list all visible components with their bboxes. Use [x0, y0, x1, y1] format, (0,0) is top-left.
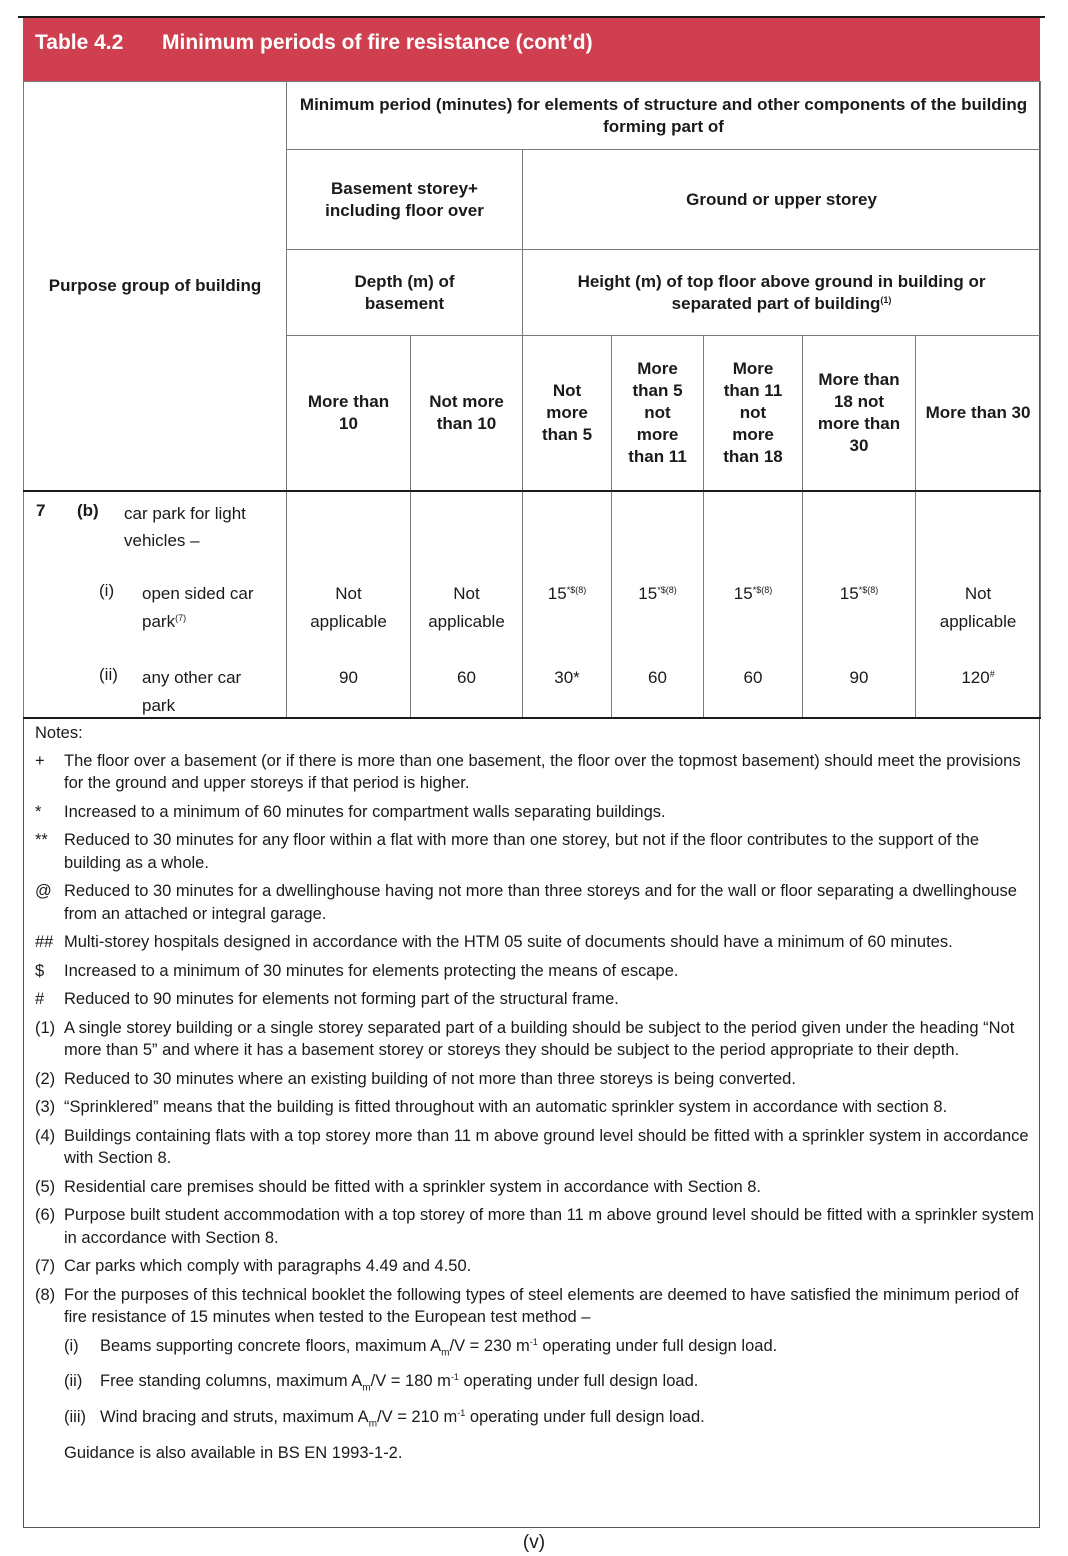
note-marker: (6) [35, 1206, 56, 1224]
note-marker: $ [35, 961, 45, 980]
value-open-sided: $15^{*\$(8)}$ [839, 583, 879, 603]
value-other: 60 [743, 667, 763, 687]
value-other: 120# [961, 667, 995, 687]
note-item [35, 960, 1035, 983]
sub2-marker: (ii) [99, 664, 118, 684]
note-item [35, 829, 1035, 874]
note-text: Reduced to 30 minutes for any floor within a flat with more than one storey, but not if the floor contributes to the support of the building as a whole. [64, 831, 980, 872]
cell-col-5 [704, 491, 803, 718]
cell-col-6 [803, 491, 916, 718]
table-title: Minimum periods of fire resistance (cont’d) [162, 31, 593, 54]
note-marker: (1) [35, 1018, 56, 1037]
row-letter: (b) [77, 500, 99, 520]
fire-resistance-table [23, 81, 1041, 719]
cell-col-2 [411, 491, 523, 718]
note-text: For the purposes of this technical booklet the following types of steel elements are deemed to have satisfied the minimum period of fire resistance of 15 minutes when tested to the European test method – [64, 1285, 1019, 1326]
note-text: Purpose built student accommodation with a top storey of more than 11 m above ground level should be fitted with a sprinkler system in accordance with Section 8. [64, 1206, 1035, 1247]
note-marker: ** [35, 831, 48, 849]
col-header-more-than-30: More than 30 [916, 336, 1041, 491]
note-item [35, 750, 1035, 795]
note-item [35, 1204, 1035, 1249]
note-text: Reduced to 90 minutes for elements not forming part of the structural frame. [64, 990, 619, 1008]
col-header-more-than-10: More than 10 [287, 336, 411, 491]
sub1-label: open sided car park$^{(7)}$ [142, 583, 254, 631]
note-marker: @ [35, 882, 52, 900]
note-text: Buildings containing flats with a top storey more than 11 m above ground level should be fitted with a sprinkler system in accordance with Section 8. [64, 1126, 1029, 1167]
note-marker: * [35, 802, 42, 821]
col-header-not-more-than-5: Not more than 5 [523, 336, 612, 491]
col-header-11-to-18: More than 11 not more than 18 [704, 336, 803, 491]
value-open-sided: $15^{*\$(8)}$ [547, 583, 587, 603]
notes-title: Notes: [35, 724, 83, 742]
ground-upper-header: Ground or upper storey [523, 150, 1041, 250]
sub2-label: any other car park [142, 667, 242, 715]
table-row [24, 491, 1041, 718]
min-period-header: Minimum period (minutes) for elements of structure and other components of the building forming part of [287, 82, 1041, 150]
steel-text: Free standing columns, maximum $A_m/V = 180$ $m^{-1}$ operating under full design load. [100, 1372, 699, 1394]
height-header: Height (m) of top floor above ground in building or separated part of building$^{(1)}$ [523, 250, 1041, 336]
note-item [35, 801, 1035, 824]
value-open-sided: $15^{*\$(8)}$ [733, 583, 773, 603]
note-text: Multi-storey hospitals designed in accordance with the HTM 05 suite of documents should have a minimum of 60 minutes. [64, 933, 953, 951]
row-number: 7 [36, 500, 46, 520]
note-item [35, 931, 1035, 954]
note-text: A single storey building or a single storey separated part of a building should be subject to the period given under the heading “Not more than 5” and where it has a basement storey or storeys they should be subject to the period appropriate to their depth. [64, 1018, 1015, 1059]
note-item [35, 1017, 1035, 1062]
note-item [35, 1284, 1035, 1329]
table-title-banner [23, 18, 1040, 81]
steel-marker: (ii) [64, 1372, 83, 1391]
steel-item [35, 1370, 1035, 1400]
note-item [35, 1255, 1035, 1278]
note-text: Increased to a minimum of 30 minutes for elements protecting the means of escape. [64, 961, 679, 980]
note-text: Car parks which comply with paragraphs 4.49 and 4.50. [64, 1257, 472, 1275]
purpose-group-cell [24, 491, 287, 718]
col-header-18-to-30: More than 18 not more than 30 [803, 336, 916, 491]
note-text: Reduced to 30 minutes for a dwellinghouse having not more than three storeys and for the wall or floor separating a dwellinghouse from an attached or integral garage. [64, 882, 1017, 923]
note-text: “Sprinklered” means that the building is fitted throughout with an automatic sprinkler system in accordance with section 8. [64, 1098, 948, 1116]
basement-header: Basement storey+ including floor over [287, 150, 523, 250]
note-marker: (7) [35, 1257, 56, 1275]
note-item [35, 1096, 1035, 1119]
cell-col-7 [916, 491, 1041, 718]
note-marker: (3) [35, 1098, 56, 1116]
note-text: Increased to a minimum of 60 minutes for compartment walls separating buildings. [64, 802, 666, 821]
value-open-sided: Not applicable [428, 583, 505, 631]
note-text: Reduced to 30 minutes where an existing building of not more than three storeys is being converted. [64, 1069, 796, 1088]
note-item [35, 988, 1035, 1011]
value-other: 60 [648, 667, 667, 687]
note-item [35, 1125, 1035, 1170]
notes-section [35, 722, 1035, 1464]
note-marker: # [35, 990, 45, 1008]
value-other: 30* [554, 667, 580, 687]
note-marker: + [35, 751, 45, 770]
value-open-sided: $15^{*\$(8)}$ [638, 583, 677, 603]
depth-header: Depth (m) of basement [287, 250, 523, 336]
note-text: The floor over a basement (or if there is more than one basement, the floor over the topmost basement) should meet the provisions for the ground and upper storeys if that period is higher. [64, 751, 1021, 792]
value-open-sided: Not applicable [310, 583, 387, 631]
note-marker: (4) [35, 1126, 56, 1145]
note-item [35, 1068, 1035, 1091]
steel-text: Beams supporting concrete floors, maximum $A_m/V = 230$ $m^{-1}$ operating under full design load. [100, 1336, 778, 1358]
note-marker: (5) [35, 1177, 56, 1196]
cell-col-4 [612, 491, 704, 718]
steel-text: Wind bracing and struts, maximum $A_m/V = 210$ $m^{-1}$ operating under full design load. [100, 1408, 705, 1430]
note-marker: (8) [35, 1285, 56, 1304]
value-open-sided: Not applicable [939, 583, 1017, 631]
table-number: Table 4.2 [35, 31, 124, 54]
page-number: (v) [522, 1532, 546, 1553]
col-header-not-more-than-10: Not more than 10 [411, 336, 523, 491]
row-label: car park for light vehicles – [124, 503, 246, 550]
note-item [35, 1176, 1035, 1199]
steel-item [35, 1335, 1035, 1365]
guidance-note: Guidance is also available in BS EN 1993-1-2. [64, 1443, 403, 1462]
note-marker: (2) [35, 1069, 56, 1088]
steel-item [35, 1406, 1035, 1436]
steel-marker: (i) [64, 1336, 79, 1355]
value-other: 90 [339, 667, 358, 687]
note-text: Residential care premises should be fitted with a sprinkler system in accordance with Section 8. [64, 1177, 761, 1196]
steel-marker: (iii) [64, 1408, 86, 1427]
value-other: 60 [457, 667, 476, 687]
value-other: 90 [849, 667, 869, 687]
note-item [35, 880, 1035, 925]
cell-col-3 [523, 491, 612, 718]
cell-col-1 [287, 491, 411, 718]
note-marker: ## [35, 933, 54, 951]
col-header-5-to-11: More than 5 not more than 11 [612, 336, 704, 491]
sub1-marker: (i) [99, 580, 115, 600]
purpose-group-header: Purpose group of building [24, 82, 287, 491]
